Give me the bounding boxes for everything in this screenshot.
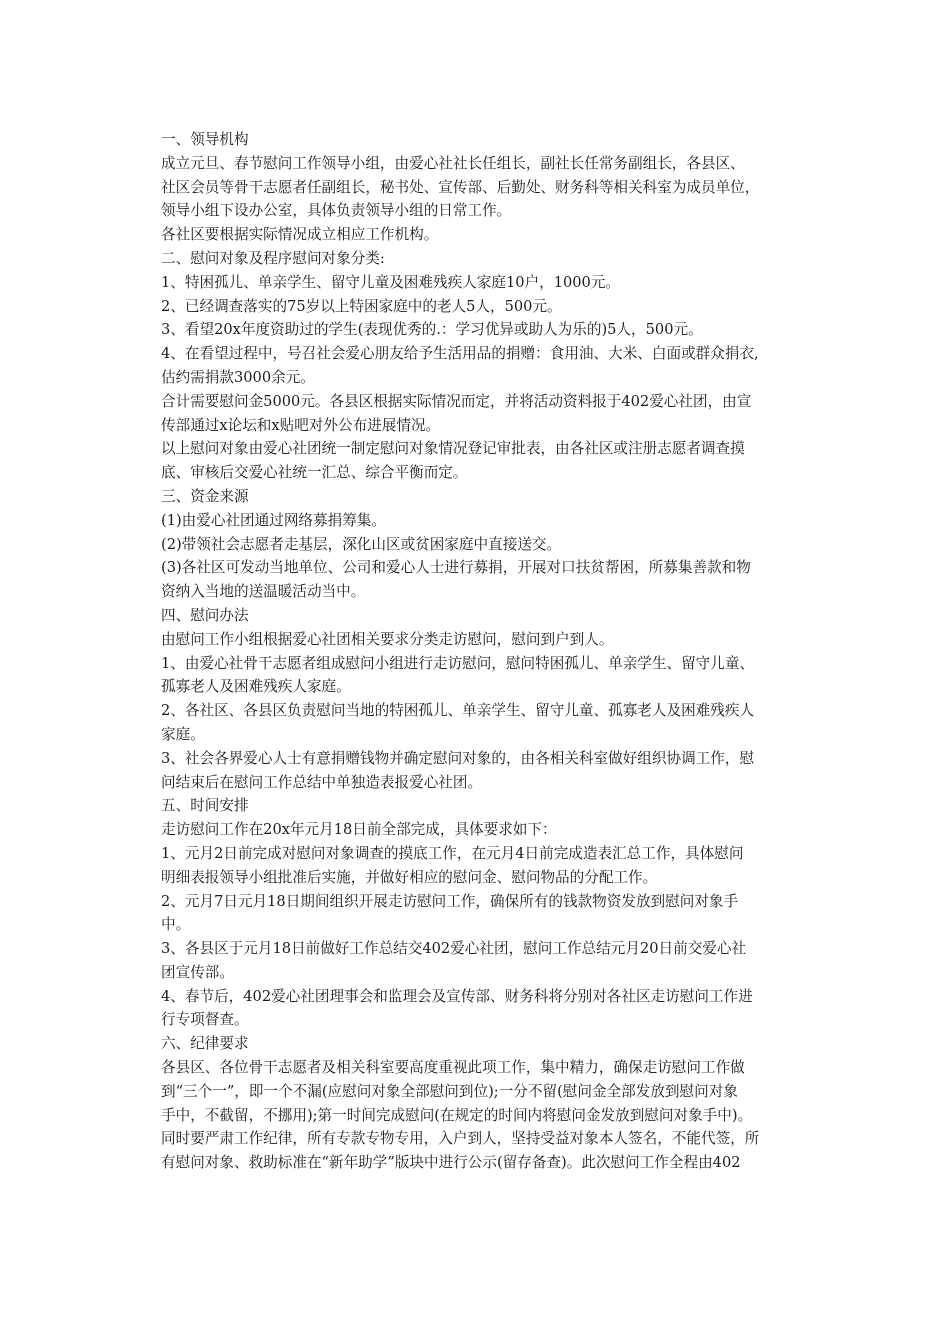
text-line: 1、特困孤儿、单亲学生、留守儿童及困难残疾人家庭10户，1000元。: [161, 273, 621, 291]
text-line: 各社区要根据实际情况成立相应工作机构。: [161, 226, 439, 244]
text-line: 3、社会各界爱心人士有意捐赠钱物并确定慰问对象的，由各相关科室做好组织协调工作，慰: [161, 749, 755, 767]
text-line: 2、元月7日元月18日期间组织开展走访慰问工作，确保所有的钱款物资发放到慰问对象手: [161, 892, 739, 910]
text-line: 行专项督查。: [161, 1011, 249, 1029]
text-line: 4、春节后，402爱心社团理事会和监理会及宣传部、财务科将分别对各社区走访慰问工作进: [161, 987, 753, 1005]
text-line: 1、由爱心社骨干志愿者组成慰问小组进行走访慰问，慰问特困孤儿、单亲学生、留守儿童、: [161, 654, 755, 672]
text-line: 一、领导机构: [161, 131, 249, 148]
text-line: 合计需要慰问金5000元。各县区根据实际情况而定，并将活动资料报于402爱心社团，由宣: [161, 392, 752, 410]
text-line: 到“三个一”，即一个不漏(应慰问对象全部慰问到位);一分不留(慰问金全部发放到慰问对象: [161, 1082, 738, 1100]
text-line: 3、看望20x年度资助过的学生(表现优秀的.：学习优异或助人为乐的)5人，500元。: [161, 321, 703, 339]
text-line: 孤寡老人及困难残疾人家庭。: [161, 678, 351, 696]
text-line: 中。: [161, 916, 191, 934]
text-line: 三、资金来源: [161, 487, 249, 505]
text-line: 手中，不截留，不挪用);第一时间完成慰问(在规定的时间内将慰问金发放到慰问对象手中)。: [161, 1106, 753, 1124]
text-line: 3、各县区于元月18日前做好工作总结交402爱心社团，慰问工作总结元月20日前交爱心社: [161, 940, 747, 958]
text-line: 2、已经调查落实的75岁以上特困家庭中的老人5人，500元。: [161, 297, 562, 315]
text-line: 估约需捐款3000余元。: [161, 368, 315, 386]
text-line: 四、慰问办法: [161, 606, 249, 624]
text-line: 有慰问对象、救助标准在“新年助学”版块中进行公示(留存备查)。此次慰问工作全程由402: [161, 1154, 741, 1172]
text-line: 家庭。: [161, 725, 205, 743]
text-line: 1、元月2日前完成对慰问对象调查的摸底工作，在元月4日前完成造表汇总工作，具体慰问: [161, 844, 744, 862]
text-line: (3)各社区可发动当地单位、公司和爱心人士进行募捐，开展对口扶贫帮困，所募集善款和物: [161, 559, 751, 577]
text-line: 二、慰问对象及程序慰问对象分类:: [161, 249, 385, 267]
text-line: 团宣传部。: [161, 963, 234, 981]
text-line: 2、各社区、各县区负责慰问当地的特困孤儿、单亲学生、留守儿童、孤寡老人及困难残疾人: [161, 702, 755, 720]
text-line: 以上慰问对象由爱心社团统一制定慰问对象情况登记审批表，由各社区或注册志愿者调查摸: [161, 440, 745, 458]
text-line: 六、纪律要求: [161, 1035, 249, 1053]
text-line: 同时要严肃工作纪律，所有专款专物专用，入户到人，坚持受益对象本人签名，不能代签，所: [161, 1130, 760, 1148]
text-line: 4、在看望过程中，号召社会爱心朋友给予生活用品的捐赠：食用油、大米、白面或群众捐衣,: [161, 345, 759, 363]
text-line: (1)由爱心社团通过网络募捐筹集。: [161, 511, 386, 529]
text-line: 底、审核后交爱心社统一汇总、综合平衡而定。: [161, 464, 468, 482]
text-line: 资纳入当地的送温暖活动当中。: [161, 583, 366, 601]
text-line: 走访慰问工作在20x年元月18日前全部完成，具体要求如下：: [161, 821, 557, 839]
text-line: 成立元旦、春节慰问工作领导小组，由爱心社社长任组长，副社长任常务副组长，各县区、: [161, 154, 745, 172]
text-line: 问结束后在慰问工作总结中单独造表报爱心社团。: [161, 773, 483, 791]
document-body: [145, 128, 815, 1175]
text-line: 明细表报领导小组批准后实施，并做好相应的慰问金、慰问物品的分配工作。: [161, 868, 658, 886]
text-line: 由慰问工作小组根据爱心社团相关要求分类走访慰问，慰问到户到人。: [161, 630, 614, 648]
text-line: 各县区、各位骨干志愿者及相关科室要高度重视此项工作，集中精力，确保走访慰问工作做: [161, 1059, 745, 1077]
text-line: 传部通过x论坛和x贴吧对外公布进展情况。: [161, 416, 441, 434]
text-line: 五、时间安排: [161, 797, 249, 815]
text-line: 领导小组下设办公室，具体负责领导小组的日常工作。: [161, 202, 512, 220]
text-line: (2)带领社会志愿者走基层，深化山区或贫困家庭中直接送交。: [161, 535, 562, 553]
text-line: 社区会员等骨干志愿者任副组长，秘书处、宣传部、后勤处、财务科等相关科室为成员单位，: [161, 178, 760, 196]
